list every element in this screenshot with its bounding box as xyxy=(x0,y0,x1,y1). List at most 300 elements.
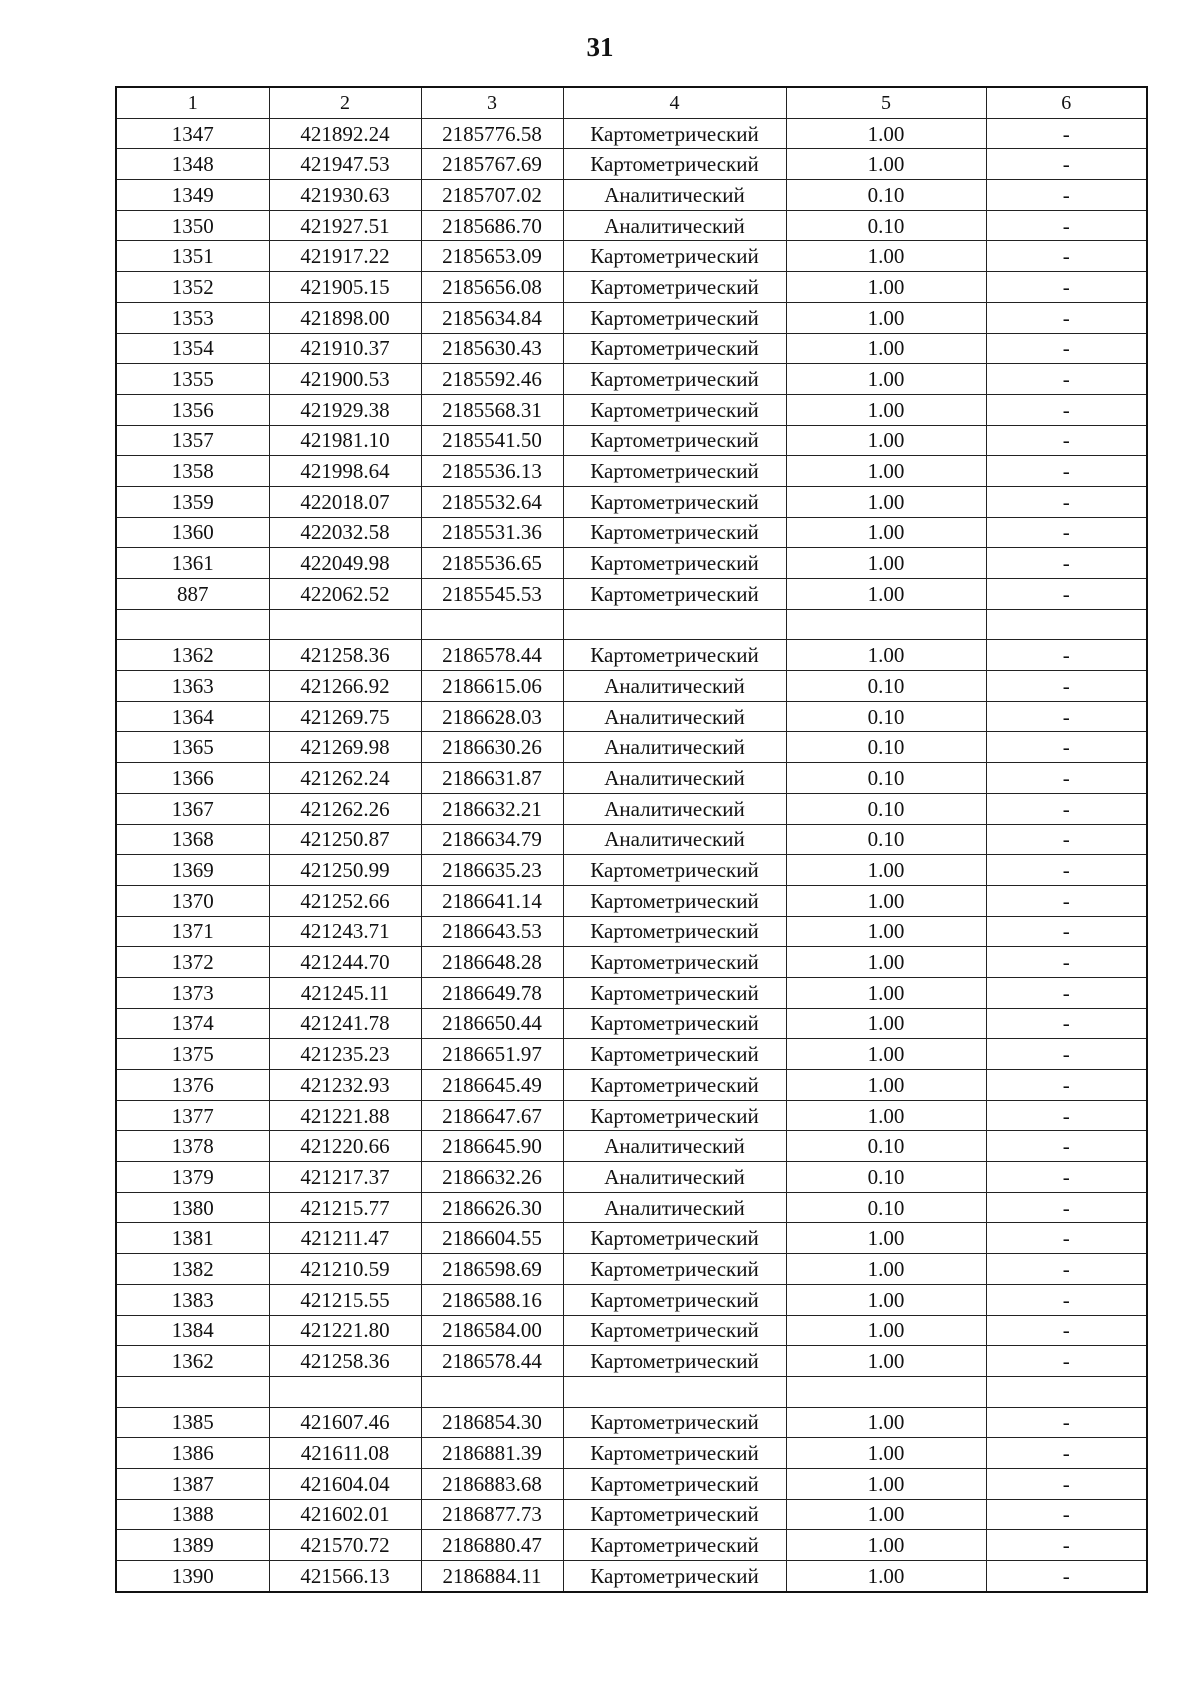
accuracy-cell: 1.00 xyxy=(786,916,986,947)
method-cell xyxy=(563,609,786,640)
y-coordinate-cell: 2185686.70 xyxy=(421,210,563,241)
accuracy-cell: 0.10 xyxy=(786,732,986,763)
x-coordinate-cell: 421607.46 xyxy=(269,1407,421,1438)
table-row xyxy=(116,824,1147,855)
table-row xyxy=(116,916,1147,947)
note-cell: - xyxy=(986,517,1147,548)
accuracy-cell: 0.10 xyxy=(786,793,986,824)
method-cell xyxy=(563,1376,786,1407)
method-cell: Аналитический xyxy=(563,1192,786,1223)
y-coordinate-cell: 2185536.65 xyxy=(421,548,563,579)
table-row xyxy=(116,1223,1147,1254)
point-number-cell: 1382 xyxy=(116,1254,269,1285)
table-row xyxy=(116,1438,1147,1469)
point-number-cell: 887 xyxy=(116,579,269,610)
y-coordinate-cell: 2186645.90 xyxy=(421,1131,563,1162)
note-cell: - xyxy=(986,1346,1147,1377)
table-row xyxy=(116,241,1147,272)
note-cell xyxy=(986,609,1147,640)
method-cell: Картометрический xyxy=(563,425,786,456)
y-coordinate-cell: 2186615.06 xyxy=(421,671,563,702)
point-number-cell: 1358 xyxy=(116,456,269,487)
table-row xyxy=(116,1131,1147,1162)
point-number-cell: 1362 xyxy=(116,640,269,671)
y-coordinate-cell: 2185707.02 xyxy=(421,180,563,211)
x-coordinate-cell: 421250.87 xyxy=(269,824,421,855)
x-coordinate-cell: 421266.92 xyxy=(269,671,421,702)
accuracy-cell: 1.00 xyxy=(786,1100,986,1131)
point-number-cell: 1352 xyxy=(116,272,269,303)
note-cell: - xyxy=(986,793,1147,824)
x-coordinate-cell: 421930.63 xyxy=(269,180,421,211)
header-col-5: 5 xyxy=(786,87,986,118)
y-coordinate-cell: 2185531.36 xyxy=(421,517,563,548)
x-coordinate-cell: 421905.15 xyxy=(269,272,421,303)
accuracy-cell: 1.00 xyxy=(786,394,986,425)
header-col-6: 6 xyxy=(986,87,1147,118)
table-row xyxy=(116,394,1147,425)
y-coordinate-cell: 2186648.28 xyxy=(421,947,563,978)
x-coordinate-cell: 421258.36 xyxy=(269,1346,421,1377)
note-cell: - xyxy=(986,425,1147,456)
y-coordinate-cell: 2185545.53 xyxy=(421,579,563,610)
y-coordinate-cell: 2185634.84 xyxy=(421,302,563,333)
method-cell: Картометрический xyxy=(563,1039,786,1070)
point-number-cell: 1348 xyxy=(116,149,269,180)
x-coordinate-cell xyxy=(269,609,421,640)
table-row xyxy=(116,486,1147,517)
x-coordinate-cell: 421929.38 xyxy=(269,394,421,425)
note-cell: - xyxy=(986,210,1147,241)
point-number-cell: 1385 xyxy=(116,1407,269,1438)
x-coordinate-cell: 421221.88 xyxy=(269,1100,421,1131)
header-row xyxy=(116,87,1147,118)
point-number-cell: 1372 xyxy=(116,947,269,978)
y-coordinate-cell: 2186641.14 xyxy=(421,885,563,916)
x-coordinate-cell: 421243.71 xyxy=(269,916,421,947)
table-row xyxy=(116,1284,1147,1315)
point-number-cell: 1368 xyxy=(116,824,269,855)
table-row xyxy=(116,885,1147,916)
note-cell: - xyxy=(986,977,1147,1008)
y-coordinate-cell: 2186630.26 xyxy=(421,732,563,763)
method-cell: Картометрический xyxy=(563,302,786,333)
x-coordinate-cell: 421250.99 xyxy=(269,855,421,886)
table-row xyxy=(116,210,1147,241)
x-coordinate-cell: 421269.75 xyxy=(269,701,421,732)
x-coordinate-cell: 421221.80 xyxy=(269,1315,421,1346)
note-cell: - xyxy=(986,1530,1147,1561)
table-header xyxy=(116,87,1147,118)
x-coordinate-cell: 421220.66 xyxy=(269,1131,421,1162)
header-col-4: 4 xyxy=(563,87,786,118)
y-coordinate-cell: 2185532.64 xyxy=(421,486,563,517)
method-cell: Аналитический xyxy=(563,1131,786,1162)
accuracy-cell: 0.10 xyxy=(786,763,986,794)
point-number-cell xyxy=(116,609,269,640)
note-cell: - xyxy=(986,333,1147,364)
point-number-cell: 1359 xyxy=(116,486,269,517)
note-cell: - xyxy=(986,394,1147,425)
point-number-cell: 1373 xyxy=(116,977,269,1008)
x-coordinate-cell: 421262.24 xyxy=(269,763,421,794)
accuracy-cell: 1.00 xyxy=(786,1499,986,1530)
method-cell: Картометрический xyxy=(563,1530,786,1561)
x-coordinate-cell: 421211.47 xyxy=(269,1223,421,1254)
y-coordinate-cell: 2186632.21 xyxy=(421,793,563,824)
method-cell: Картометрический xyxy=(563,1008,786,1039)
table-row xyxy=(116,425,1147,456)
table-row xyxy=(116,364,1147,395)
method-cell: Картометрический xyxy=(563,333,786,364)
x-coordinate-cell: 421927.51 xyxy=(269,210,421,241)
method-cell: Аналитический xyxy=(563,671,786,702)
y-coordinate-cell: 2186604.55 xyxy=(421,1223,563,1254)
point-number-cell: 1347 xyxy=(116,118,269,149)
accuracy-cell: 1.00 xyxy=(786,947,986,978)
point-number-cell: 1376 xyxy=(116,1070,269,1101)
x-coordinate-cell: 421900.53 xyxy=(269,364,421,395)
y-coordinate-cell: 2186650.44 xyxy=(421,1008,563,1039)
separator-row xyxy=(116,1376,1147,1407)
note-cell: - xyxy=(986,1561,1147,1592)
y-coordinate-cell: 2186877.73 xyxy=(421,1499,563,1530)
y-coordinate-cell: 2186631.87 xyxy=(421,763,563,794)
table-row xyxy=(116,763,1147,794)
point-number-cell: 1355 xyxy=(116,364,269,395)
point-number-cell xyxy=(116,1376,269,1407)
method-cell: Картометрический xyxy=(563,272,786,303)
note-cell: - xyxy=(986,1468,1147,1499)
point-number-cell: 1389 xyxy=(116,1530,269,1561)
accuracy-cell: 1.00 xyxy=(786,885,986,916)
table-row xyxy=(116,1468,1147,1499)
method-cell: Картометрический xyxy=(563,1499,786,1530)
note-cell: - xyxy=(986,763,1147,794)
accuracy-cell: 1.00 xyxy=(786,977,986,1008)
x-coordinate-cell: 422062.52 xyxy=(269,579,421,610)
point-number-cell: 1381 xyxy=(116,1223,269,1254)
point-number-cell: 1375 xyxy=(116,1039,269,1070)
x-coordinate-cell: 421898.00 xyxy=(269,302,421,333)
accuracy-cell: 1.00 xyxy=(786,364,986,395)
x-coordinate-cell: 421998.64 xyxy=(269,456,421,487)
y-coordinate-cell: 2186647.67 xyxy=(421,1100,563,1131)
point-number-cell: 1380 xyxy=(116,1192,269,1223)
method-cell: Картометрический xyxy=(563,149,786,180)
accuracy-cell: 0.10 xyxy=(786,210,986,241)
x-coordinate-cell: 421262.26 xyxy=(269,793,421,824)
method-cell: Аналитический xyxy=(563,1162,786,1193)
accuracy-cell: 1.00 xyxy=(786,579,986,610)
table-row xyxy=(116,1315,1147,1346)
point-number-cell: 1390 xyxy=(116,1561,269,1592)
note-cell: - xyxy=(986,947,1147,978)
y-coordinate-cell: 2185767.69 xyxy=(421,149,563,180)
table-row xyxy=(116,732,1147,763)
accuracy-cell: 1.00 xyxy=(786,1223,986,1254)
point-number-cell: 1377 xyxy=(116,1100,269,1131)
y-coordinate-cell: 2185568.31 xyxy=(421,394,563,425)
accuracy-cell: 1.00 xyxy=(786,517,986,548)
y-coordinate-cell: 2185776.58 xyxy=(421,118,563,149)
method-cell: Картометрический xyxy=(563,947,786,978)
method-cell: Картометрический xyxy=(563,1223,786,1254)
note-cell: - xyxy=(986,1100,1147,1131)
accuracy-cell: 0.10 xyxy=(786,824,986,855)
note-cell: - xyxy=(986,1192,1147,1223)
table-row xyxy=(116,579,1147,610)
y-coordinate-cell: 2186884.11 xyxy=(421,1561,563,1592)
table-row xyxy=(116,1100,1147,1131)
accuracy-cell: 0.10 xyxy=(786,180,986,211)
method-cell: Картометрический xyxy=(563,579,786,610)
y-coordinate-cell: 2186854.30 xyxy=(421,1407,563,1438)
accuracy-cell: 0.10 xyxy=(786,671,986,702)
accuracy-cell xyxy=(786,1376,986,1407)
method-cell: Аналитический xyxy=(563,824,786,855)
note-cell: - xyxy=(986,1407,1147,1438)
point-number-cell: 1364 xyxy=(116,701,269,732)
method-cell: Картометрический xyxy=(563,517,786,548)
x-coordinate-cell: 421235.23 xyxy=(269,1039,421,1070)
accuracy-cell: 0.10 xyxy=(786,1131,986,1162)
table-row xyxy=(116,1254,1147,1285)
method-cell: Картометрический xyxy=(563,885,786,916)
x-coordinate-cell: 421252.66 xyxy=(269,885,421,916)
note-cell: - xyxy=(986,1499,1147,1530)
table-row xyxy=(116,456,1147,487)
point-number-cell: 1374 xyxy=(116,1008,269,1039)
table-row xyxy=(116,1499,1147,1530)
note-cell xyxy=(986,1376,1147,1407)
x-coordinate-cell: 421611.08 xyxy=(269,1438,421,1469)
table-row xyxy=(116,333,1147,364)
point-number-cell: 1379 xyxy=(116,1162,269,1193)
table-row xyxy=(116,947,1147,978)
y-coordinate-cell: 2186635.23 xyxy=(421,855,563,886)
note-cell: - xyxy=(986,1254,1147,1285)
note-cell: - xyxy=(986,302,1147,333)
note-cell: - xyxy=(986,180,1147,211)
x-coordinate-cell: 421244.70 xyxy=(269,947,421,978)
method-cell: Картометрический xyxy=(563,1100,786,1131)
point-number-cell: 1370 xyxy=(116,885,269,916)
y-coordinate-cell: 2186578.44 xyxy=(421,1346,563,1377)
x-coordinate-cell: 421602.01 xyxy=(269,1499,421,1530)
table-row xyxy=(116,1162,1147,1193)
accuracy-cell xyxy=(786,609,986,640)
point-number-cell: 1351 xyxy=(116,241,269,272)
point-number-cell: 1378 xyxy=(116,1131,269,1162)
method-cell: Картометрический xyxy=(563,977,786,1008)
y-coordinate-cell: 2186588.16 xyxy=(421,1284,563,1315)
accuracy-cell: 1.00 xyxy=(786,1254,986,1285)
method-cell: Картометрический xyxy=(563,241,786,272)
y-coordinate-cell: 2186881.39 xyxy=(421,1438,563,1469)
point-number-cell: 1387 xyxy=(116,1468,269,1499)
method-cell: Картометрический xyxy=(563,1284,786,1315)
point-number-cell: 1367 xyxy=(116,793,269,824)
note-cell: - xyxy=(986,701,1147,732)
method-cell: Картометрический xyxy=(563,456,786,487)
accuracy-cell: 1.00 xyxy=(786,1315,986,1346)
x-coordinate-cell: 421258.36 xyxy=(269,640,421,671)
y-coordinate-cell: 2185536.13 xyxy=(421,456,563,487)
point-number-cell: 1353 xyxy=(116,302,269,333)
y-coordinate-cell: 2185653.09 xyxy=(421,241,563,272)
accuracy-cell: 1.00 xyxy=(786,118,986,149)
note-cell: - xyxy=(986,1008,1147,1039)
accuracy-cell: 0.10 xyxy=(786,701,986,732)
note-cell: - xyxy=(986,1223,1147,1254)
y-coordinate-cell: 2185630.43 xyxy=(421,333,563,364)
note-cell: - xyxy=(986,149,1147,180)
point-number-cell: 1354 xyxy=(116,333,269,364)
accuracy-cell: 1.00 xyxy=(786,486,986,517)
table-row xyxy=(116,793,1147,824)
page-number: 31 xyxy=(586,32,614,62)
y-coordinate-cell: 2186578.44 xyxy=(421,640,563,671)
method-cell: Картометрический xyxy=(563,394,786,425)
x-coordinate-cell: 422049.98 xyxy=(269,548,421,579)
coordinates-table xyxy=(115,86,1148,1593)
method-cell: Аналитический xyxy=(563,793,786,824)
y-coordinate-cell: 2186651.97 xyxy=(421,1039,563,1070)
point-number-cell: 1361 xyxy=(116,548,269,579)
method-cell: Аналитический xyxy=(563,701,786,732)
accuracy-cell: 1.00 xyxy=(786,1407,986,1438)
note-cell: - xyxy=(986,548,1147,579)
method-cell: Картометрический xyxy=(563,640,786,671)
accuracy-cell: 1.00 xyxy=(786,1346,986,1377)
point-number-cell: 1369 xyxy=(116,855,269,886)
table-row xyxy=(116,517,1147,548)
note-cell: - xyxy=(986,1438,1147,1469)
method-cell: Картометрический xyxy=(563,1438,786,1469)
x-coordinate-cell: 421910.37 xyxy=(269,333,421,364)
table-body xyxy=(116,118,1147,1592)
point-number-cell: 1350 xyxy=(116,210,269,241)
method-cell: Картометрический xyxy=(563,486,786,517)
method-cell: Картометрический xyxy=(563,855,786,886)
accuracy-cell: 1.00 xyxy=(786,425,986,456)
table-row xyxy=(116,671,1147,702)
note-cell: - xyxy=(986,885,1147,916)
note-cell: - xyxy=(986,579,1147,610)
y-coordinate-cell: 2186880.47 xyxy=(421,1530,563,1561)
y-coordinate-cell: 2185592.46 xyxy=(421,364,563,395)
method-cell: Картометрический xyxy=(563,118,786,149)
accuracy-cell: 1.00 xyxy=(786,1468,986,1499)
table-row xyxy=(116,977,1147,1008)
table-row xyxy=(116,1407,1147,1438)
x-coordinate-cell: 421892.24 xyxy=(269,118,421,149)
accuracy-cell: 1.00 xyxy=(786,1561,986,1592)
accuracy-cell: 0.10 xyxy=(786,1162,986,1193)
accuracy-cell: 1.00 xyxy=(786,272,986,303)
note-cell: - xyxy=(986,640,1147,671)
accuracy-cell: 1.00 xyxy=(786,1530,986,1561)
table-row xyxy=(116,302,1147,333)
note-cell: - xyxy=(986,456,1147,487)
accuracy-cell: 0.10 xyxy=(786,1192,986,1223)
table-row xyxy=(116,149,1147,180)
x-coordinate-cell: 421566.13 xyxy=(269,1561,421,1592)
method-cell: Картометрический xyxy=(563,1468,786,1499)
accuracy-cell: 1.00 xyxy=(786,241,986,272)
x-coordinate-cell: 421245.11 xyxy=(269,977,421,1008)
y-coordinate-cell: 2186632.26 xyxy=(421,1162,563,1193)
accuracy-cell: 1.00 xyxy=(786,333,986,364)
accuracy-cell: 1.00 xyxy=(786,640,986,671)
x-coordinate-cell: 422032.58 xyxy=(269,517,421,548)
x-coordinate-cell xyxy=(269,1376,421,1407)
x-coordinate-cell: 421947.53 xyxy=(269,149,421,180)
method-cell: Аналитический xyxy=(563,763,786,794)
x-coordinate-cell: 421215.77 xyxy=(269,1192,421,1223)
accuracy-cell: 1.00 xyxy=(786,1039,986,1070)
point-number-cell: 1386 xyxy=(116,1438,269,1469)
note-cell: - xyxy=(986,486,1147,517)
point-number-cell: 1388 xyxy=(116,1499,269,1530)
accuracy-cell: 1.00 xyxy=(786,456,986,487)
note-cell: - xyxy=(986,855,1147,886)
header-col-2: 2 xyxy=(269,87,421,118)
note-cell: - xyxy=(986,118,1147,149)
y-coordinate-cell: 2185541.50 xyxy=(421,425,563,456)
table-row xyxy=(116,1070,1147,1101)
x-coordinate-cell: 421241.78 xyxy=(269,1008,421,1039)
y-coordinate-cell: 2186643.53 xyxy=(421,916,563,947)
table-row xyxy=(116,1346,1147,1377)
method-cell: Аналитический xyxy=(563,180,786,211)
accuracy-cell: 1.00 xyxy=(786,855,986,886)
y-coordinate-cell xyxy=(421,609,563,640)
method-cell: Картометрический xyxy=(563,1346,786,1377)
y-coordinate-cell: 2186645.49 xyxy=(421,1070,563,1101)
table-row xyxy=(116,1008,1147,1039)
y-coordinate-cell: 2186584.00 xyxy=(421,1315,563,1346)
point-number-cell: 1349 xyxy=(116,180,269,211)
x-coordinate-cell: 422018.07 xyxy=(269,486,421,517)
note-cell: - xyxy=(986,671,1147,702)
table-row xyxy=(116,548,1147,579)
point-number-cell: 1371 xyxy=(116,916,269,947)
table-row xyxy=(116,118,1147,149)
note-cell: - xyxy=(986,1039,1147,1070)
y-coordinate-cell: 2186598.69 xyxy=(421,1254,563,1285)
accuracy-cell: 1.00 xyxy=(786,1284,986,1315)
y-coordinate-cell: 2186883.68 xyxy=(421,1468,563,1499)
point-number-cell: 1363 xyxy=(116,671,269,702)
table-row xyxy=(116,1039,1147,1070)
y-coordinate-cell: 2186628.03 xyxy=(421,701,563,732)
table-row xyxy=(116,701,1147,732)
x-coordinate-cell: 421981.10 xyxy=(269,425,421,456)
note-cell: - xyxy=(986,241,1147,272)
header-col-1: 1 xyxy=(116,87,269,118)
table-row xyxy=(116,640,1147,671)
method-cell: Картометрический xyxy=(563,364,786,395)
point-number-cell: 1383 xyxy=(116,1284,269,1315)
table-row xyxy=(116,1192,1147,1223)
method-cell: Картометрический xyxy=(563,1254,786,1285)
separator-row xyxy=(116,609,1147,640)
table-row xyxy=(116,272,1147,303)
point-number-cell: 1362 xyxy=(116,1346,269,1377)
y-coordinate-cell: 2186649.78 xyxy=(421,977,563,1008)
